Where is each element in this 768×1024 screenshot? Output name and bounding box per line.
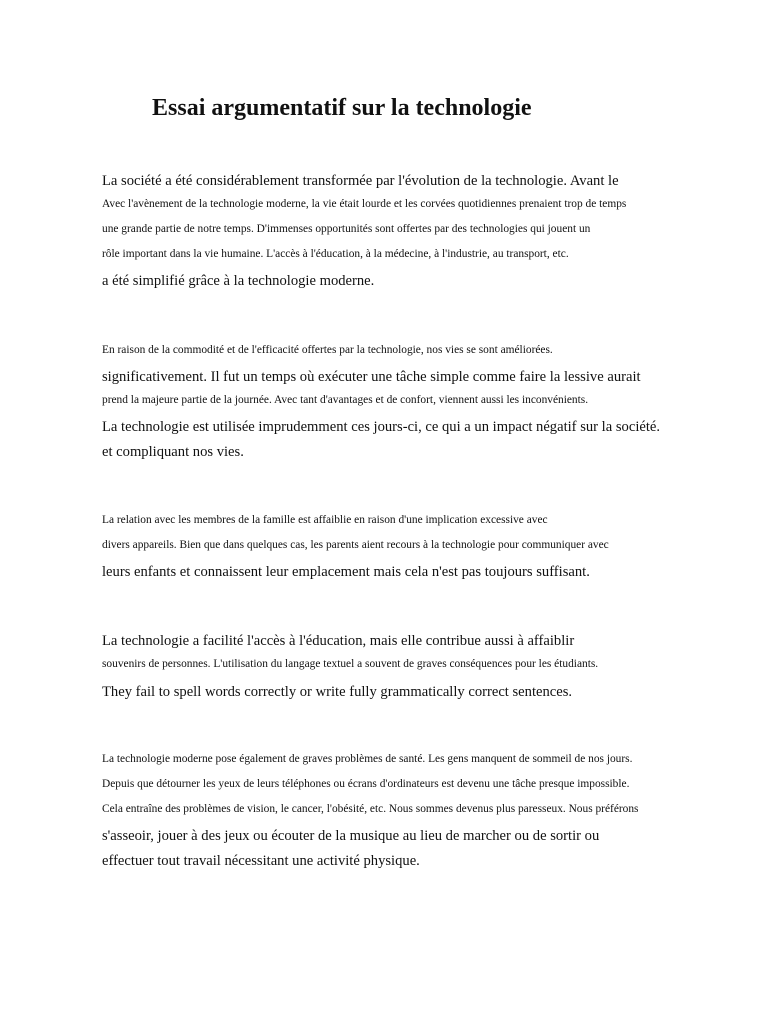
paragraph-line: They fail to spell words correctly or write fully grammatically correct sentences. (102, 684, 573, 700)
paragraph-line: prend la majeure partie de la journée. Avec tant d'avantages et de confort, viennent aussi les inconvénients. (102, 394, 589, 406)
paragraph-line: Avec l'avènement de la technologie moderne, la vie était lourde et les corvées quotidiennes prenaient trop de temps (102, 198, 627, 210)
paragraph-line: significativement. Il fut un temps où exécuter une tâche simple comme faire la lessive aurait (102, 369, 641, 385)
paragraph-line: La technologie moderne pose également de graves problèmes de santé. Les gens manquent de sommeil de nos jours. (102, 753, 633, 765)
paragraph-line: Depuis que détourner les yeux de leurs téléphones ou écrans d'ordinateurs est devenu une tâche presque impossible. (102, 778, 630, 790)
paragraph-line: Cela entraîne des problèmes de vision, le cancer, l'obésité, etc. Nous sommes devenus plus paresseux. Nous préférons (102, 803, 639, 815)
paragraph-line: La société a été considérablement transformée par l'évolution de la technologie. Avant le (102, 173, 619, 189)
paragraph-line: et compliquant nos vies. (102, 444, 244, 460)
document-title: Essai argumentatif sur la technologie (152, 95, 532, 121)
paragraph-line: effectuer tout travail nécessitant une activité physique. (102, 853, 420, 869)
paragraph-line: La technologie a facilité l'accès à l'éducation, mais elle contribue aussi à affaiblir (102, 633, 575, 649)
paragraph-line: souvenirs de personnes. L'utilisation du langage textuel a souvent de graves conséquences pour les étudiants. (102, 658, 599, 670)
paragraph-line: En raison de la commodité et de l'efficacité offertes par la technologie, nos vies se sont améliorées. (102, 344, 553, 356)
paragraph-line: a été simplifié grâce à la technologie moderne. (102, 273, 375, 289)
paragraph-line: divers appareils. Bien que dans quelques cas, les parents aient recours à la technologie pour communiquer avec (102, 539, 609, 551)
paragraph-line: leurs enfants et connaissent leur emplacement mais cela n'est pas toujours suffisant. (102, 564, 590, 580)
paragraph-line: une grande partie de notre temps. D'immenses opportunités sont offertes par des technologies qui jouent un (102, 223, 591, 235)
paragraph-line: rôle important dans la vie humaine. L'accès à l'éducation, à la médecine, à l'industrie, au transport, etc. (102, 248, 569, 260)
paragraph-line: La technologie est utilisée imprudemment ces jours-ci, ce qui a un impact négatif sur la société. (102, 419, 661, 435)
paragraph-line: La relation avec les membres de la famille est affaiblie en raison d'une implication excessive avec (102, 514, 548, 526)
paragraph-line: s'asseoir, jouer à des jeux ou écouter de la musique au lieu de marcher ou de sortir ou (102, 828, 600, 844)
